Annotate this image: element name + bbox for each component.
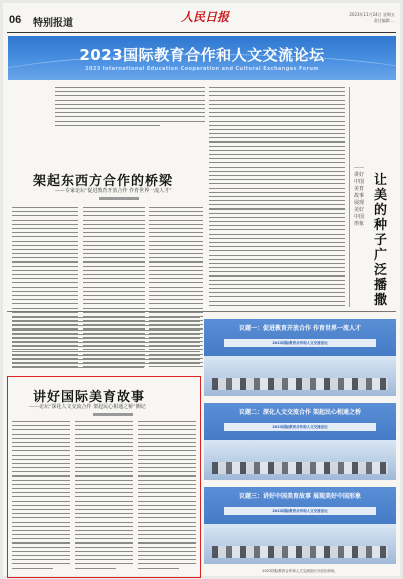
- photo2-banner-text: 2023国际教育合作和人文交流论坛: [224, 423, 376, 431]
- issue-date: 2023年11月24日 星期五: [349, 12, 395, 17]
- photo3-caption: 议题三：讲好中国美育故事 展现美好中国形象: [238, 493, 362, 500]
- banner-subtitle: 2023 International Education Cooperation and Cultural Exchanges Forum: [85, 66, 319, 72]
- masthead-logo: 人民日报: [181, 10, 230, 24]
- article1-byline: [99, 197, 139, 200]
- article1-headline: 架起东西方合作的桥梁: [33, 174, 174, 189]
- page-number: 06: [9, 14, 22, 26]
- banner-title: 2023国际教育合作和人文交流论坛: [79, 46, 325, 64]
- article2-headline: 讲好国际美育故事: [33, 390, 146, 405]
- forum-photo-3: [204, 487, 396, 564]
- forum-photo-1: [204, 319, 396, 396]
- photo3-banner-text: 2023国际教育合作和人文交流论坛: [224, 507, 376, 515]
- photo2-caption: 议题二：深化人文交流合作 架起民心相通之桥: [238, 409, 362, 416]
- newspaper-page: [3, 3, 400, 576]
- article2-col2: [75, 421, 133, 571]
- section-title: 特别报道: [33, 18, 73, 29]
- column-divider: [349, 87, 350, 307]
- article2-dek: ——论坛“深化人文交流合作 架起民心相通之桥”侧记: [29, 404, 146, 410]
- article1-dek: ——专家论坛“促进教育开放合作 作育世界一流人才”: [55, 188, 172, 194]
- photo1-caption: 议题一：促进教育开放合作 作育世界一流人才: [238, 325, 362, 332]
- middle-column-text: [209, 87, 345, 309]
- article2-byline: [93, 413, 133, 416]
- intro-text: [55, 87, 205, 131]
- article2-col3: [138, 421, 196, 571]
- issue-editor: 责任编辑 …: [373, 18, 395, 23]
- issue-meta: [275, 12, 395, 24]
- forum-photo-2: [204, 403, 396, 480]
- photo-caption: 2023国际教育合作和人文交流论坛分论坛现场。: [262, 569, 338, 573]
- page-header: [3, 3, 400, 33]
- article2-col1: [12, 421, 70, 571]
- photo1-banner-text: 2023国际教育合作和人文交流论坛: [224, 339, 376, 347]
- article3-dek: ——讲好中国美育故事 展现美好中国形象: [354, 165, 365, 227]
- article3-headline: 让美的种子广泛播撒: [374, 173, 388, 308]
- article1-continuation: [12, 317, 200, 371]
- header-rule: [7, 32, 396, 33]
- section-divider: [7, 311, 396, 312]
- forum-banner: [8, 36, 396, 80]
